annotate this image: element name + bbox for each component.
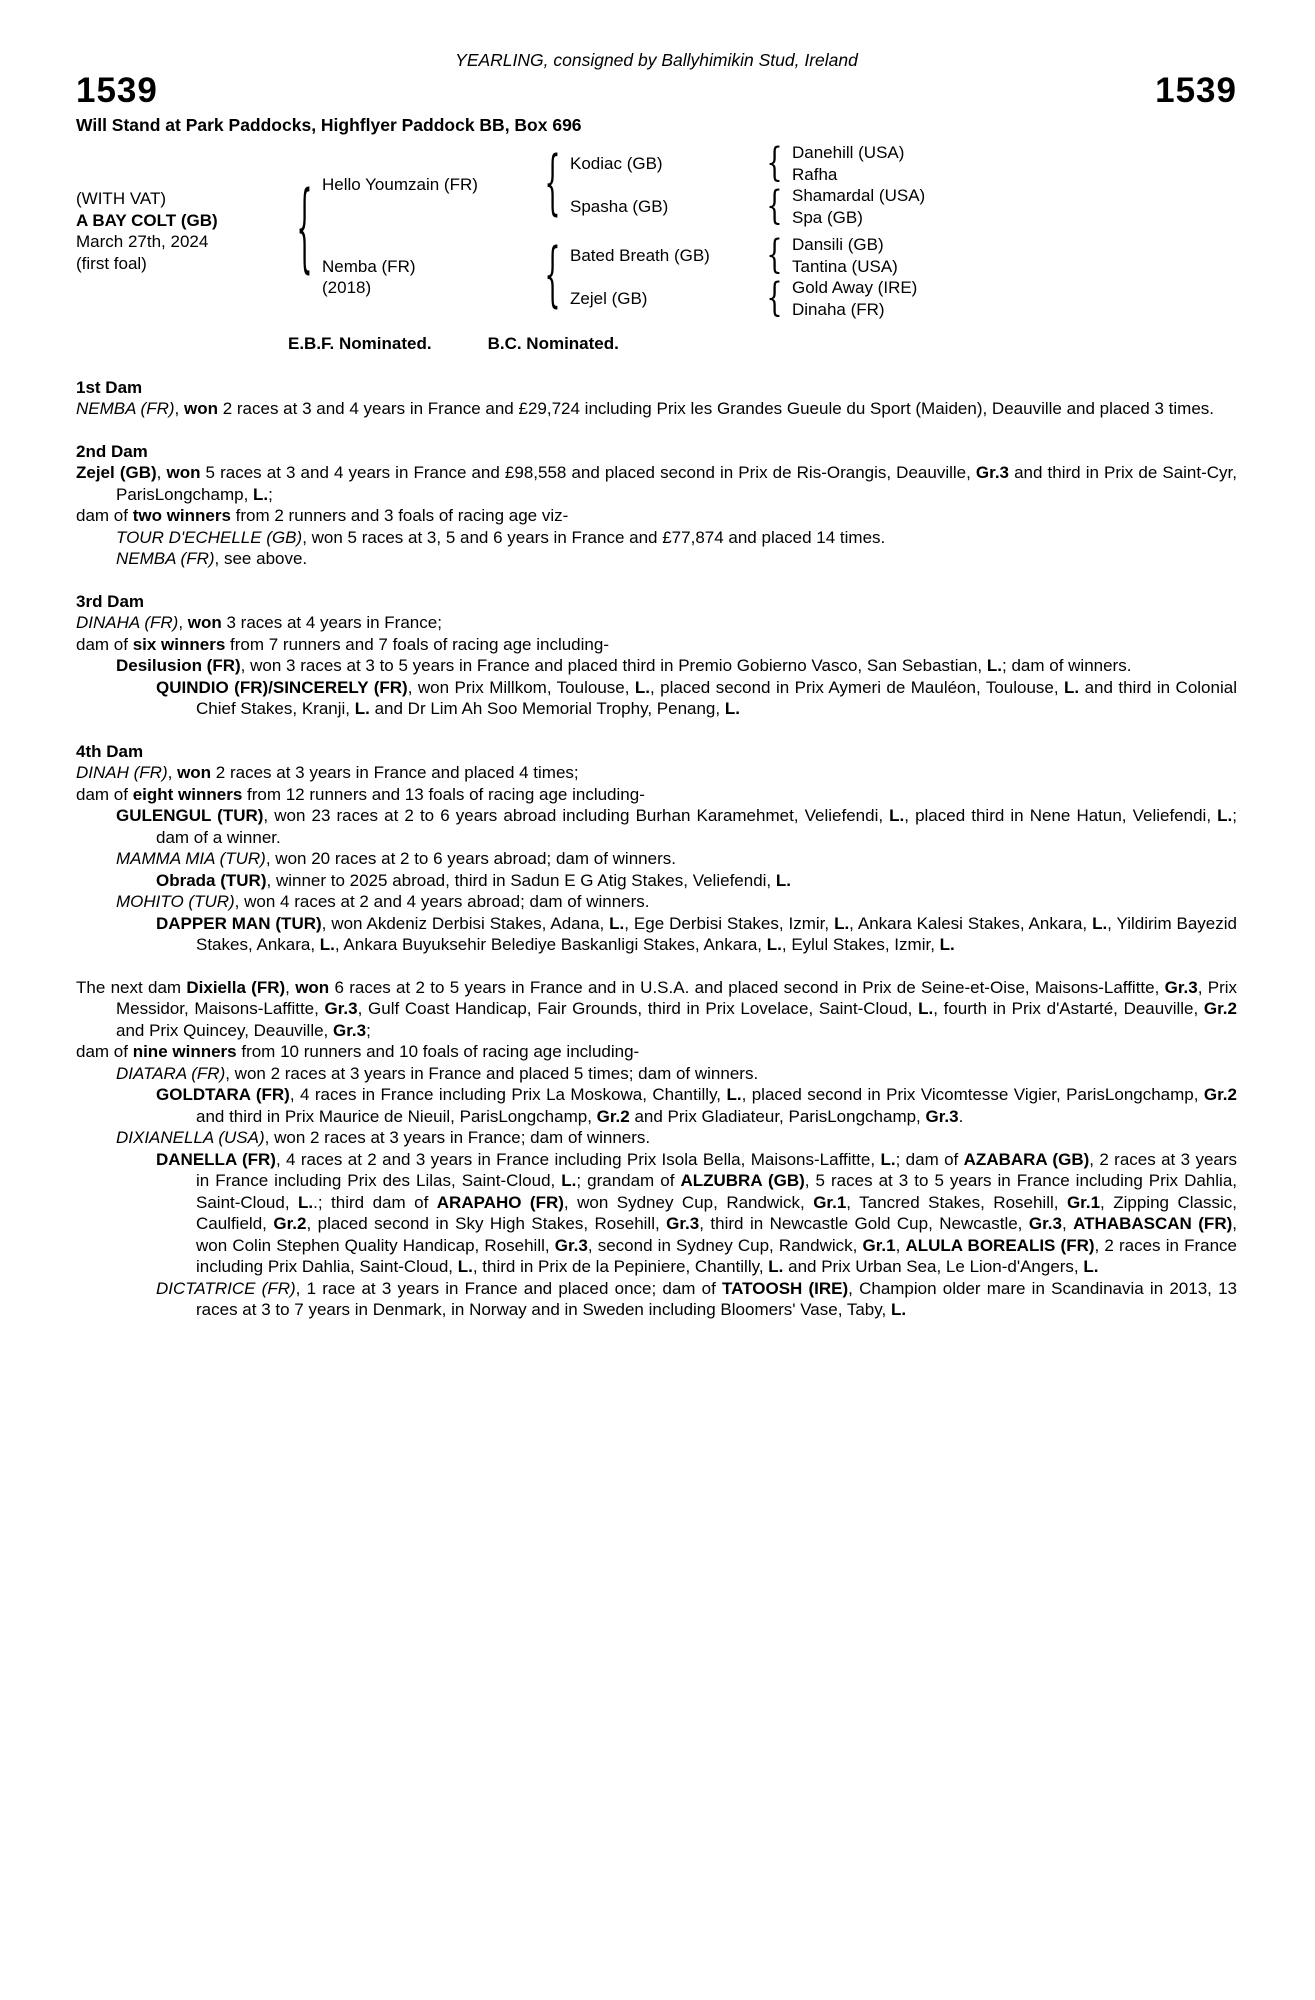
text-segment: GOLDTARA (FR) [156, 1085, 290, 1104]
nominations-line [288, 333, 1237, 355]
text-segment: Zejel (GB) [76, 463, 157, 482]
text-segment: The next dam [76, 977, 187, 997]
text-segment: and Prix Quincey, Deauville, [116, 1020, 334, 1040]
pedigree-paragraph [116, 891, 1237, 913]
text-segment: , winner to 2025 abroad, third in Sadun E G Atig Stakes, Veliefendi, [266, 870, 776, 890]
pedigree-paragraph [156, 1084, 1237, 1127]
text-segment: L. [457, 1257, 473, 1276]
text-segment: L. [766, 935, 782, 954]
text-segment: Gr.1 [813, 1192, 847, 1212]
pedigree-paragraph [76, 1041, 1237, 1063]
colt-info [76, 188, 292, 274]
text-segment: , won 2 races at 3 years in France; dam of winners. [264, 1128, 651, 1147]
text-segment: from 12 runners and 13 foals of racing age including- [242, 784, 645, 804]
text-segment: , [174, 399, 184, 418]
brace-icon [540, 142, 566, 225]
text-segment: , Zipping Classic, Caulfield, [196, 1192, 1237, 1233]
dam-name: Nemba (FR) [322, 256, 416, 276]
text-segment: , Champion older mare in Scandinavia in 2013, 13 races at 3 to 7 years in Denmark, in Norway and in Sweden including Bloomers' Vase, Taby, [196, 1278, 1237, 1319]
text-segment: won [177, 763, 212, 782]
colt-name: A BAY COLT (GB) [76, 210, 218, 230]
pedigree-paragraph [116, 805, 1237, 848]
text-segment: dam of [76, 506, 133, 525]
grandparent-name: Bated Breath (GB) [570, 245, 710, 265]
text-segment: AZABARA (GB) [963, 1149, 1090, 1169]
text-segment: ALZUBRA (GB) [680, 1171, 805, 1190]
pedigree-paragraph [156, 677, 1237, 720]
brace-glyph: { [544, 234, 562, 317]
text-segment: TATOOSH (IRE) [722, 1278, 849, 1298]
pedigree-paragraph [76, 505, 1237, 527]
text-segment: L. [319, 935, 335, 954]
great-grandparent-name: Dansili (GB) [792, 235, 884, 254]
brace-glyph: { [766, 275, 784, 321]
text-segment: , won 20 races at 2 to 6 years abroad; dam of winners. [265, 849, 676, 868]
text-segment: and third in Colonial Chief Stakes, Kranji, [196, 677, 1237, 718]
text-segment: L. [939, 935, 955, 954]
text-segment: , placed third in Nene Hatun, Veliefendi, [904, 806, 1218, 825]
text-segment: TOUR D'ECHELLE (GB) [116, 527, 303, 547]
text-segment: DANELLA (FR) [156, 1149, 276, 1169]
text-segment: Dixiella (FR) [186, 977, 286, 997]
lot-number-row [76, 70, 1237, 110]
text-segment: L. [775, 870, 791, 890]
grandsire-group [570, 142, 925, 185]
text-segment: L. [298, 1192, 314, 1212]
great-grandparent-name: Dinaha (FR) [792, 299, 885, 319]
text-segment: , Ankara Buyuksehir Belediye Baskanligi Stakes, Ankara, [334, 935, 767, 954]
text-segment: NEMBA (FR) [116, 549, 215, 568]
text-segment: won [295, 977, 330, 997]
sire-name: Hello Youmzain (FR) [322, 175, 478, 195]
brace-icon [762, 183, 788, 229]
granddam-group [570, 185, 925, 228]
text-segment: , Yildirim Bayezid Stakes, Ankara, [196, 913, 1237, 954]
dam-branch [322, 234, 925, 320]
text-segment: , [167, 763, 178, 782]
great-grandparent-name: Shamardal (USA) [792, 186, 926, 205]
dam-year: (2018) [322, 278, 372, 297]
text-segment: L. [880, 1149, 896, 1169]
brace-icon [292, 173, 318, 286]
text-segment: L. [726, 1085, 742, 1104]
pedigree-paragraph [116, 848, 1237, 870]
text-segment: L. [1083, 1257, 1099, 1276]
text-segment: , placed second in Prix Aymeri de Mauléon, Toulouse, [650, 677, 1065, 697]
brace-glyph: { [766, 183, 784, 229]
text-segment: ; dam of [895, 1149, 964, 1169]
text-segment: 2 races at 3 years in France and placed 4 times; [211, 763, 579, 782]
pedigree-paragraph [156, 1278, 1237, 1321]
text-segment: Gr.3 [1028, 1214, 1062, 1233]
text-segment: 6 races at 2 to 5 years in France and in U.S.A. and placed second in Prix de Seine-et-Oise, Maisons-Laffitte, [329, 977, 1165, 997]
text-segment: , see above. [214, 549, 308, 568]
text-segment: from 10 runners and 10 foals of racing age including- [236, 1042, 640, 1061]
text-segment: , Ege Derbisi Stakes, Izmir, [624, 913, 835, 933]
great-grandparent-name: Spa (GB) [792, 207, 863, 227]
text-segment: from 7 runners and 7 foals of racing age including- [225, 634, 609, 654]
text-segment: two winners [132, 506, 231, 525]
text-segment: L. [1064, 677, 1080, 697]
text-segment: , won 23 races at 2 to 6 years abroad including Burhan Karamehmet, Veliefendi, [263, 806, 890, 825]
text-segment: L. [724, 699, 740, 718]
pedigree-paragraph [76, 398, 1237, 420]
text-segment: ALULA BOREALIS (FR) [905, 1235, 1095, 1255]
text-segment: , [895, 1235, 906, 1255]
great-grandparent-name: Danehill (USA) [792, 143, 905, 162]
text-segment: Gr.2 [273, 1214, 307, 1233]
granddam-group [570, 277, 917, 320]
bc-nomination: B.C. Nominated. [487, 334, 619, 353]
text-segment: NEMBA (FR) [76, 399, 175, 418]
text-segment: , placed second in Prix Vicomtesse Vigier, ParisLongchamp, [741, 1085, 1204, 1104]
text-segment: L. [986, 656, 1002, 675]
dam-name-block [322, 256, 540, 299]
text-segment: , [1061, 1214, 1074, 1233]
grandparent-name: Zejel (GB) [570, 288, 648, 308]
grandparent-name: Kodiac (GB) [570, 153, 663, 173]
pedigree-paragraph [76, 977, 1238, 1042]
brace-glyph: { [544, 142, 562, 225]
text-segment: dam of [76, 634, 133, 654]
brace-glyph: { [766, 232, 784, 278]
text-segment: L. [253, 484, 269, 504]
text-segment: won [187, 613, 222, 632]
text-segment: 3 races at 4 years in France; [221, 613, 442, 632]
brace-glyph: { [766, 140, 784, 186]
section-heading: 1st Dam [76, 377, 143, 397]
text-segment: and Prix Gladiateur, ParisLongchamp, [629, 1106, 926, 1126]
text-segment: L. [918, 999, 934, 1018]
pedigree-paragraph [116, 527, 1237, 549]
pedigree-table [76, 142, 1237, 320]
grandsire-group [570, 234, 917, 277]
pedigree-generations [322, 142, 925, 320]
text-segment: , won 3 races at 3 to 5 years in France and placed third in Premio Gobierno Vasco, San Sebastian, [240, 656, 987, 675]
text-segment: , Eylul Stakes, Izmir, [781, 935, 940, 954]
text-segment: Gr.3 [554, 1235, 588, 1255]
text-segment: ; dam of a winner. [156, 806, 1237, 847]
text-segment: L. [1092, 913, 1108, 933]
text-segment: Gr.2 [1203, 999, 1237, 1018]
text-segment: , won 4 races at 2 and 4 years abroad; dam of winners. [234, 892, 650, 911]
text-segment: , fourth in Prix d'Astarté, Deauville, [933, 999, 1204, 1018]
text-segment: , 5 races at 3 to 5 years in France including Prix Dahlia, Saint-Cloud, [196, 1171, 1237, 1212]
text-segment: DIXIANELLA (USA) [116, 1128, 265, 1147]
text-segment: , third in Prix de la Pepiniere, Chantilly, [472, 1257, 769, 1276]
text-segment: Obrada (TUR) [156, 870, 267, 890]
text-segment: , 1 race at 3 years in France and placed once; dam of [295, 1278, 723, 1298]
text-segment: L. [834, 913, 850, 933]
brace-icon [540, 234, 566, 317]
text-segment: 5 races at 3 and 4 years in France and £98,558 and placed second in Prix de Ris-Orangis, Deauville, [200, 463, 976, 482]
sire-branch [322, 142, 925, 228]
great-grandparent-name: Tantina (USA) [792, 256, 898, 276]
text-segment: L. [609, 913, 625, 933]
text-segment: 2 races at 3 and 4 years in France and £29,724 including Prix les Grandes Gueule du Sport (Maiden), Deauville and placed 3 times. [217, 399, 1214, 418]
text-segment: Gr.3 [666, 1214, 700, 1233]
pedigree-paragraph [156, 870, 1237, 892]
text-segment: Gr.1 [1066, 1192, 1101, 1212]
text-segment: Gr.3 [975, 463, 1010, 482]
text-segment: Gr.3 [925, 1106, 959, 1126]
pedigree-paragraph [116, 548, 1237, 570]
text-segment: Desilusion (FR) [116, 656, 241, 675]
text-segment: , Prix Messidor, Maisons-Laffitte, [116, 977, 1238, 1018]
great-grandparent-name: Rafha [792, 164, 838, 184]
pedigree-paragraph [76, 462, 1237, 505]
pedigree-paragraph [116, 1127, 1237, 1149]
text-segment: ATHABASCAN (FR) [1073, 1214, 1233, 1233]
text-segment: Gr.2 [596, 1106, 630, 1126]
colt-first-foal-note: (first foal) [76, 253, 147, 273]
text-segment: , won Prix Millkom, Toulouse, [407, 677, 635, 697]
text-segment: Gr.3 [333, 1020, 367, 1040]
text-segment: L. [634, 677, 650, 697]
text-segment: eight winners [132, 784, 243, 804]
text-segment: , won Colin Stephen Quality Handicap, Rosehill, [196, 1214, 1237, 1255]
pedigree-paragraph [156, 913, 1237, 956]
section-heading: 2nd Dam [76, 441, 148, 461]
text-segment: from 2 runners and 3 foals of racing age viz- [230, 506, 569, 525]
pedigree-paragraph [116, 1063, 1237, 1085]
text-segment: dam of [76, 1042, 133, 1061]
text-segment: DINAHA (FR) [76, 613, 179, 632]
text-segment: ; grandam of [576, 1171, 681, 1190]
text-segment: and Prix Urban Sea, Le Lion-d'Angers, [783, 1257, 1084, 1276]
text-segment: DIATARA (FR) [116, 1063, 226, 1083]
catalogue-sections [76, 377, 1237, 1321]
text-segment: L. [889, 806, 905, 825]
section-gap [76, 570, 1237, 591]
text-segment: GULENGUL (TUR) [116, 806, 264, 825]
text-segment: L. [1217, 806, 1233, 825]
colt-vat-note: (WITH VAT) [76, 189, 167, 208]
text-segment: , Tancred Stakes, Rosehill, [846, 1192, 1067, 1212]
text-segment: and Dr Lim Ah Soo Memorial Trophy, Penang, [369, 699, 725, 718]
text-segment: and third in Prix Maurice de Nieuil, ParisLongchamp, [196, 1106, 597, 1126]
colt-foal-date: March 27th, 2024 [76, 232, 209, 251]
pedigree-paragraph [76, 784, 1237, 806]
consignor-line: YEARLING, consigned by Ballyhimikin Stud, Ireland [455, 50, 858, 70]
text-segment: Gr.2 [1203, 1085, 1237, 1104]
text-segment: ; [366, 1020, 371, 1040]
text-segment: ARAPAHO (FR) [436, 1192, 564, 1212]
text-segment: DINAH (FR) [76, 763, 168, 782]
pedigree-paragraph [76, 612, 1237, 634]
pedigree-paragraph [76, 634, 1237, 656]
text-segment: L. [561, 1171, 577, 1190]
text-segment: dam of [76, 784, 133, 804]
section-heading: 3rd Dam [76, 591, 145, 611]
section-gap [76, 420, 1237, 441]
text-segment: L. [768, 1257, 784, 1276]
pedigree-paragraph [76, 762, 1237, 784]
text-segment: DICTATRICE (FR) [156, 1278, 296, 1298]
text-segment: , won Sydney Cup, Randwick, [563, 1192, 814, 1212]
text-segment: , 2 races at 3 years in France including Prix des Lilas, Saint-Cloud, [196, 1149, 1238, 1190]
text-segment: six winners [132, 634, 226, 654]
text-segment: , [178, 613, 188, 632]
lot-number-right: 1539 [1155, 70, 1237, 110]
brace-icon [762, 140, 788, 186]
text-segment: DAPPER MAN (TUR) [156, 913, 322, 933]
text-segment: . [958, 1106, 964, 1126]
text-segment: Gr.3 [1164, 977, 1198, 997]
text-segment: , placed second in Sky High Stakes, Rosehill, [306, 1214, 667, 1233]
text-segment: , won 2 races at 3 years in France and placed 5 times; dam of winners. [225, 1063, 759, 1083]
pedigree-paragraph [156, 1149, 1238, 1278]
text-segment: QUINDIO (FR)/SINCERELY (FR) [156, 677, 408, 697]
pedigree-paragraph [116, 655, 1237, 677]
text-segment: won [183, 399, 218, 418]
section-heading: 4th Dam [76, 741, 144, 761]
brace-glyph: { [296, 173, 314, 286]
text-segment: MOHITO (TUR) [116, 892, 235, 911]
text-segment: , won Akdeniz Derbisi Stakes, Adana, [321, 913, 610, 933]
text-segment: , [285, 977, 296, 997]
text-segment: ; [268, 484, 273, 504]
text-segment: and third in Prix de Saint-Cyr, ParisLongchamp, [116, 463, 1237, 504]
text-segment: , third in Newcastle Gold Cup, Newcastle, [699, 1214, 1029, 1233]
text-segment: L. [890, 1300, 907, 1319]
text-segment: , won 5 races at 3, 5 and 6 years in France and £77,874 and placed 14 times. [302, 527, 886, 547]
text-segment: , Gulf Coast Handicap, Fair Grounds, third in Prix Lovelace, Saint-Cloud, [357, 999, 919, 1018]
great-grandparent-name: Gold Away (IRE) [792, 278, 918, 297]
text-segment: L. [354, 699, 370, 718]
lot-number-left: 1539 [76, 70, 158, 110]
ebf-nomination: E.B.F. Nominated. [288, 334, 432, 353]
text-segment: , Ankara Kalesi Stakes, Ankara, [849, 913, 1093, 933]
brace-icon [762, 275, 788, 321]
text-segment: won [166, 463, 201, 482]
section-gap [76, 956, 1237, 977]
text-segment: , 4 races at 2 and 3 years in France including Prix Isola Bella, Maisons-Laffitte, [275, 1149, 881, 1169]
text-segment: , 4 races in France including Prix La Moskowa, Chantilly, [289, 1085, 727, 1104]
grandparent-name: Spasha (GB) [570, 196, 669, 216]
text-segment: , second in Sydney Cup, Randwick, [587, 1235, 863, 1255]
text-segment: Gr.1 [862, 1235, 896, 1255]
section-gap [76, 720, 1237, 741]
stand-location-line: Will Stand at Park Paddocks, Highflyer Paddock BB, Box 696 [76, 114, 582, 135]
text-segment: , [156, 463, 167, 482]
text-segment: MAMMA MIA (TUR) [116, 849, 266, 868]
text-segment: .; third dam of [313, 1192, 437, 1212]
text-segment: nine winners [132, 1042, 237, 1061]
brace-icon [762, 232, 788, 278]
text-segment: ; dam of winners. [1002, 656, 1132, 675]
text-segment: , 2 races in France including Prix Dahlia, Saint-Cloud, [196, 1235, 1237, 1276]
text-segment: Gr.3 [324, 999, 358, 1018]
